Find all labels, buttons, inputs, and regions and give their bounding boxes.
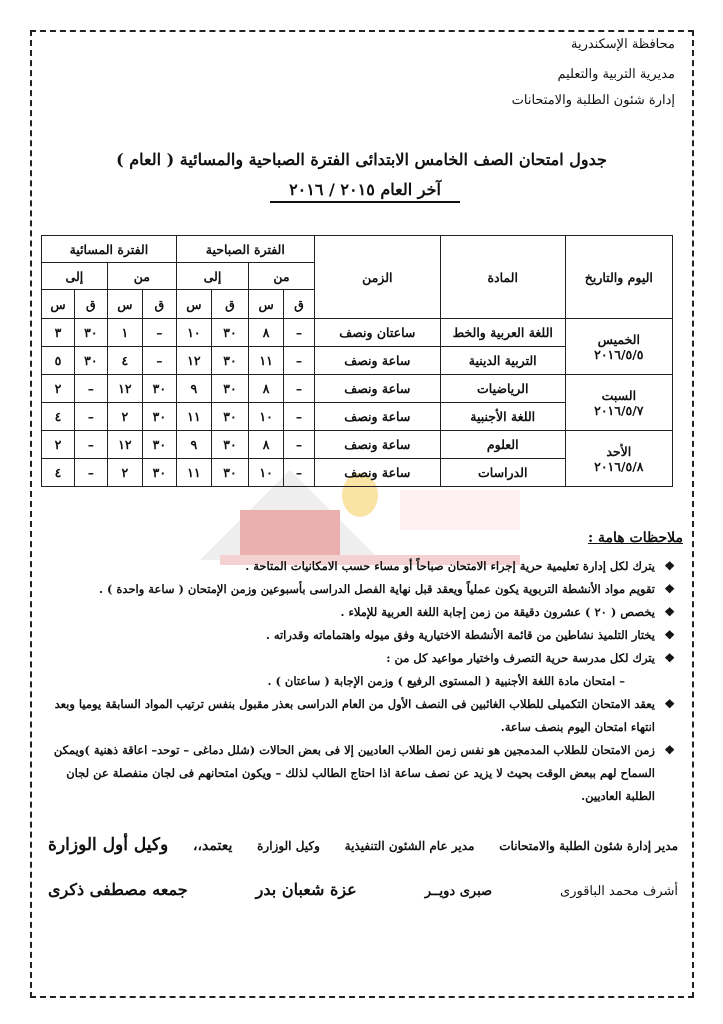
header-q: ق <box>284 290 315 319</box>
header-q: ق <box>211 290 248 319</box>
header-s: س <box>249 290 284 319</box>
time-cell: ٩ <box>176 431 211 459</box>
subject-cell: العلوم <box>440 431 565 459</box>
duration-cell: ساعة ونصف <box>314 431 440 459</box>
signature-name: أشرف محمد الباقورى <box>560 884 678 899</box>
duration-cell: ساعة ونصف <box>314 375 440 403</box>
signature-title: يعتمد،، <box>192 838 233 854</box>
time-cell: ١٢ <box>107 431 142 459</box>
subject-cell: اللغة الأجنبية <box>440 403 565 431</box>
time-cell: – <box>284 375 315 403</box>
table-row <box>42 431 673 459</box>
header-q: ق <box>74 290 107 319</box>
signature-name: عزة شعبان بدر <box>255 880 357 899</box>
time-cell: – <box>284 459 315 487</box>
time-cell: ٤ <box>107 347 142 375</box>
signature-titles-row <box>48 835 678 855</box>
day-cell: الأحد ٢٠١٦/٥/٨ <box>565 431 672 487</box>
time-cell: ١٠ <box>249 459 284 487</box>
time-cell: ٨ <box>249 319 284 347</box>
time-cell: ٣٠ <box>211 459 248 487</box>
signature-title: وكيل الوزارة <box>257 839 320 853</box>
time-cell: ١١ <box>176 403 211 431</box>
duration-cell: ساعة ونصف <box>314 403 440 431</box>
list-item: ❖ يترك لكل مدرسة حرية التصرف واختيار مواعيد كل من : <box>50 647 675 670</box>
time-cell: – <box>142 319 176 347</box>
header-q: ق <box>142 290 176 319</box>
subject-cell: اللغة العربية والخط <box>440 319 565 347</box>
time-cell: ١٠ <box>176 319 211 347</box>
time-cell: ٣٠ <box>211 375 248 403</box>
time-cell: ٣٠ <box>211 347 248 375</box>
duration-cell: ساعة ونصف <box>314 459 440 487</box>
day-cell: الخميس ٢٠١٦/٥/٥ <box>565 319 672 375</box>
time-cell: ١٢ <box>107 375 142 403</box>
header-s: س <box>107 290 142 319</box>
time-cell: – <box>74 459 107 487</box>
list-item: ❖ يترك لكل إدارة تعليمية حرية إجراء الامتحان صباحاً أو مساء حسب الامكانيات المتاحة . <box>50 555 675 578</box>
header-morning: الفترة الصباحية <box>176 236 314 263</box>
time-cell: ٤ <box>42 459 75 487</box>
time-cell: – <box>74 403 107 431</box>
subject-cell: الرياضيات <box>440 375 565 403</box>
header-governorate: محافظة الإسكندرية <box>570 37 675 52</box>
header-morning-to: إلى <box>176 263 248 290</box>
time-cell: ٣٠ <box>74 347 107 375</box>
time-cell: ٨ <box>249 431 284 459</box>
time-cell: ١١ <box>249 347 284 375</box>
signature-names-row <box>48 880 678 899</box>
signature-title: مدير إدارة شئون الطلبة والامتحانات <box>499 839 678 853</box>
time-cell: ٥ <box>42 347 75 375</box>
time-cell: ٢ <box>42 375 75 403</box>
diamond-bullet-icon: ❖ <box>664 605 675 619</box>
time-cell: – <box>284 431 315 459</box>
time-cell: ٢ <box>107 459 142 487</box>
diamond-bullet-icon: ❖ <box>664 743 675 757</box>
subject-cell: الدراسات <box>440 459 565 487</box>
notes-list <box>50 555 675 808</box>
exam-schedule-table <box>41 235 673 487</box>
time-cell: ٩ <box>176 375 211 403</box>
subject-cell: التربية الدينية <box>440 347 565 375</box>
diamond-bullet-icon: ❖ <box>664 582 675 596</box>
header-s: س <box>176 290 211 319</box>
day-cell: السبت ٢٠١٦/٥/٧ <box>565 375 672 431</box>
signature-title: وكيل أول الوزارة <box>48 835 169 855</box>
list-item: ❖ يخصص ( ٢٠ ) عشرون دقيقة من زمن إجابة اللغة العربية للإملاء . <box>50 601 675 624</box>
header-morning-from: من <box>249 263 315 290</box>
header-directorate: مديرية التربية والتعليم <box>557 67 675 82</box>
header-evening-to: إلى <box>42 263 108 290</box>
time-cell: – <box>142 347 176 375</box>
time-cell: ٣٠ <box>211 431 248 459</box>
time-cell: ٤ <box>42 403 75 431</box>
time-cell: ٣٠ <box>142 403 176 431</box>
time-cell: ٢ <box>107 403 142 431</box>
notes-title: ملاحظات هامة : <box>587 530 683 546</box>
header-s: س <box>42 290 75 319</box>
diamond-bullet-icon: ❖ <box>664 697 675 711</box>
time-cell: ٣٠ <box>142 375 176 403</box>
time-cell: – <box>74 431 107 459</box>
header-administration: إدارة شئون الطلبة والامتحانات <box>511 93 675 108</box>
header-subject: المادة <box>440 236 565 319</box>
time-cell: ٣٠ <box>74 319 107 347</box>
diamond-bullet-icon: ❖ <box>664 651 675 665</box>
header-evening: الفترة المسائية <box>42 236 177 263</box>
list-item: ❖ تقويم مواد الأنشطة التربوية يكون عملياً ويعقد قبل نهاية الفصل الدراسى بأسبوعين وزمن الإمتحان ( ساعة واحدة ) . <box>50 578 675 601</box>
time-cell: – <box>284 319 315 347</box>
diamond-bullet-icon: ❖ <box>664 628 675 642</box>
signature-title: مدير عام الشئون التنفيذية <box>344 839 475 853</box>
time-cell: ٣٠ <box>142 431 176 459</box>
duration-cell: ساعة ونصف <box>314 347 440 375</box>
time-cell: ١ <box>107 319 142 347</box>
list-item: ❖ زمن الامتحان للطلاب المدمجين هو نفس زمن الطلاب العاديين إلا فى بعض الحالات (شلل دماغى – توحد– اعاقة ذهنية )ويمكن السماح لهم ببعض الوقت بحيث لا يزيد عن نصف ساعة اذا احتاج الطالب لذلك – ويكون امتحانهم فى لجان منفصلة عن لجان الطلبة العاديين. <box>50 739 675 808</box>
signature-name: جمعه مصطفى ذكرى <box>48 880 188 899</box>
list-item: ❖ يختار التلميذ نشاطين من قائمة الأنشطة الاختيارية وفق ميوله واهتماماته وقدراته . <box>50 624 675 647</box>
signature-name: صبرى دويــر <box>424 884 493 899</box>
time-cell: ٨ <box>249 375 284 403</box>
duration-cell: ساعتان ونصف <box>314 319 440 347</box>
time-cell: ٢ <box>42 431 75 459</box>
time-cell: ٣٠ <box>142 459 176 487</box>
page-title: جدول امتحان الصف الخامس الابتدائى الفترة الصباحية والمسائية ( العام ) <box>116 150 607 169</box>
time-cell: ١١ <box>176 459 211 487</box>
list-item: ❖ يعقد الامتحان التكميلى للطلاب الغائبين فى النصف الأول من العام الدراسى بعذر مقبول بنفس ترتيب المواد السابقة يوميا وبعد انتهاء امتحان اليوم بنصف ساعة. <box>50 693 675 739</box>
list-sub-item: – امتحان مادة اللغة الأجنبية ( المستوى الرفيع ) وزمن الإجابة ( ساعتان ) . <box>267 674 625 688</box>
time-cell: ١٢ <box>176 347 211 375</box>
time-cell: ٣ <box>42 319 75 347</box>
time-cell: – <box>284 403 315 431</box>
header-duration: الزمن <box>314 236 440 319</box>
time-cell: ٣٠ <box>211 319 248 347</box>
time-cell: – <box>284 347 315 375</box>
table-row <box>42 375 673 403</box>
header-day-date: اليوم والتاريخ <box>565 236 672 319</box>
header-evening-from: من <box>107 263 176 290</box>
table-row <box>42 319 673 347</box>
time-cell: – <box>74 375 107 403</box>
time-cell: ٣٠ <box>211 403 248 431</box>
time-cell: ١٠ <box>249 403 284 431</box>
page-subtitle: آخر العام ٢٠١٥ / ٢٠١٦ <box>270 180 460 203</box>
diamond-bullet-icon: ❖ <box>664 559 675 573</box>
